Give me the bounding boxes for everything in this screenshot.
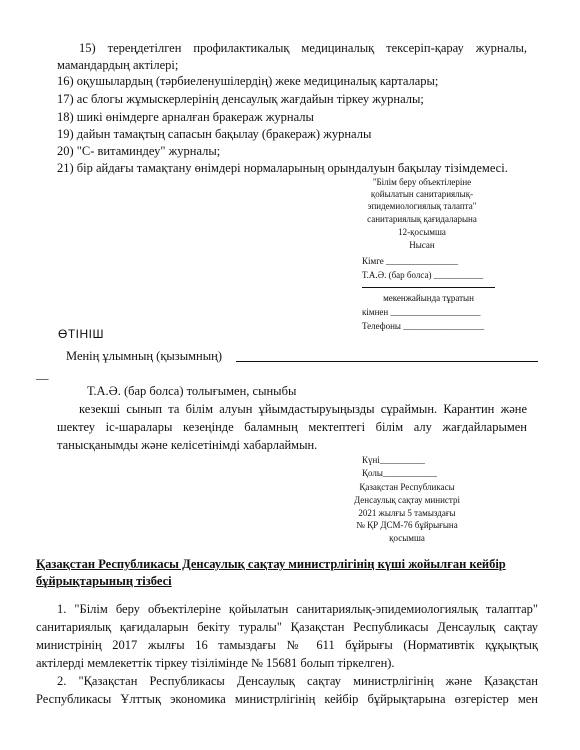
order-annex-line: қосымша — [389, 533, 425, 543]
form-label: Нысан — [409, 240, 435, 250]
repealed-item-2: 2. "Қазақстан Республикасы Денсаулық сақтау министрлігінің және Қазақстан — [57, 674, 538, 688]
signature-field: Қолы____________ — [362, 468, 437, 478]
list-item-20: 20) "С- витаминдеу" журналы; — [57, 144, 221, 158]
form-from-field: кімнен ____________________ — [362, 307, 481, 317]
list-item-18: 18) шикі өнімдерге арналған бракераж журналы — [57, 110, 314, 124]
annex-number: 12-қосымша — [398, 227, 446, 237]
list-item-17: 17) ас блогы жұмыскерлерінің денсаулық жағдайын тіркеу журналы; — [57, 92, 424, 106]
list-item-16: 16) оқушылардың (тәрбиеленушілердің) жеке медициналық карталары; — [57, 74, 439, 88]
application-body-1: кезекші сынып та білім алуын ұйымдастыруыңызды сұраймын. Карантин және — [79, 402, 527, 416]
repealed-item-1: 1. "Білім беру объектілеріне қойылатын санитариялық-эпидемиологиялық талаптар" — [57, 602, 538, 616]
child-name-blank — [236, 361, 538, 362]
repealed-item-1-line: министрінің 2017 жылғы 16 тамыздағы № 611 бұйрығы (Нормативтік құқықтық — [36, 638, 538, 652]
application-title: ӨТІНІШ — [58, 327, 104, 341]
order-annex-line: Денсаулық сақтау министрі — [354, 495, 460, 505]
form-phone-field: Телефоны __________________ — [362, 321, 485, 331]
annex-line: қойылатын санитариялық- — [370, 189, 474, 199]
list-item-21: 21) бір айдағы тамақтану өнімдері нормаларының орындалуын бақылау тізімдемесі. — [57, 161, 508, 175]
annex-line: "Білім беру объектілеріне — [372, 177, 472, 187]
annex-line: санитариялық қағидаларына — [367, 214, 477, 224]
date-field: Күні__________ — [362, 455, 425, 465]
form-blank-line — [362, 287, 495, 288]
repealed-heading: Қазақстан Республикасы Денсаулық сақтау министрлігінің күші жойылған кейбір — [36, 557, 506, 571]
repealed-item-1-line: санитариялық қағидаларын бекіту туралы" Қазақстан Республикасы Денсаулық сақтау — [36, 620, 538, 634]
list-item-19: 19) дайын тамақтың сапасын бақылау (бракераж) журналы — [57, 127, 372, 141]
application-line-fio: Т.А.Ә. (бар болса) толығымен, сыныбы — [87, 384, 297, 398]
order-annex-line: Қазақстан Республикасы — [359, 482, 455, 492]
application-body-2: шектеу іс-шаралары кезеңінде баламның мектептегі білім алу жағдайларымен — [57, 420, 527, 434]
list-item-15: 15) тереңдетілген профилактикалық медициналық тексеріп-қарау журналы, — [79, 41, 527, 55]
list-item-15-cont: мамандардың актілері; — [57, 58, 179, 72]
application-dash: __ — [36, 367, 49, 381]
order-annex-line: 2021 жылғы 5 тамыздағы — [358, 508, 456, 518]
form-address-label: мекенжайында тұратын — [383, 293, 474, 303]
form-fio-field: Т.А.Ә. (бар болса) ___________ — [362, 270, 484, 280]
application-body-3: танысқанымды және келісетінімді хабарлаймын. — [57, 438, 318, 452]
form-to-field: Кімге ________________ — [362, 256, 459, 266]
repealed-heading-cont: бұйрықтарының тізбесі — [36, 574, 172, 588]
repealed-item-1-line: актілерді мемлекеттік тіркеу тізілімінде № 15681 болып тіркелген). — [36, 656, 395, 670]
order-annex-line: № ҚР ДСМ-76 бұйрығына — [356, 520, 458, 530]
repealed-item-2-line: Республикасы Ұлттық экономика министрлігінің кейбір бұйрықтарына өзгерістер мен — [36, 692, 538, 706]
application-line-child: Менің ұлымның (қызымның) — [66, 349, 222, 363]
annex-line: эпидемиологиялық талапта" — [367, 201, 477, 211]
